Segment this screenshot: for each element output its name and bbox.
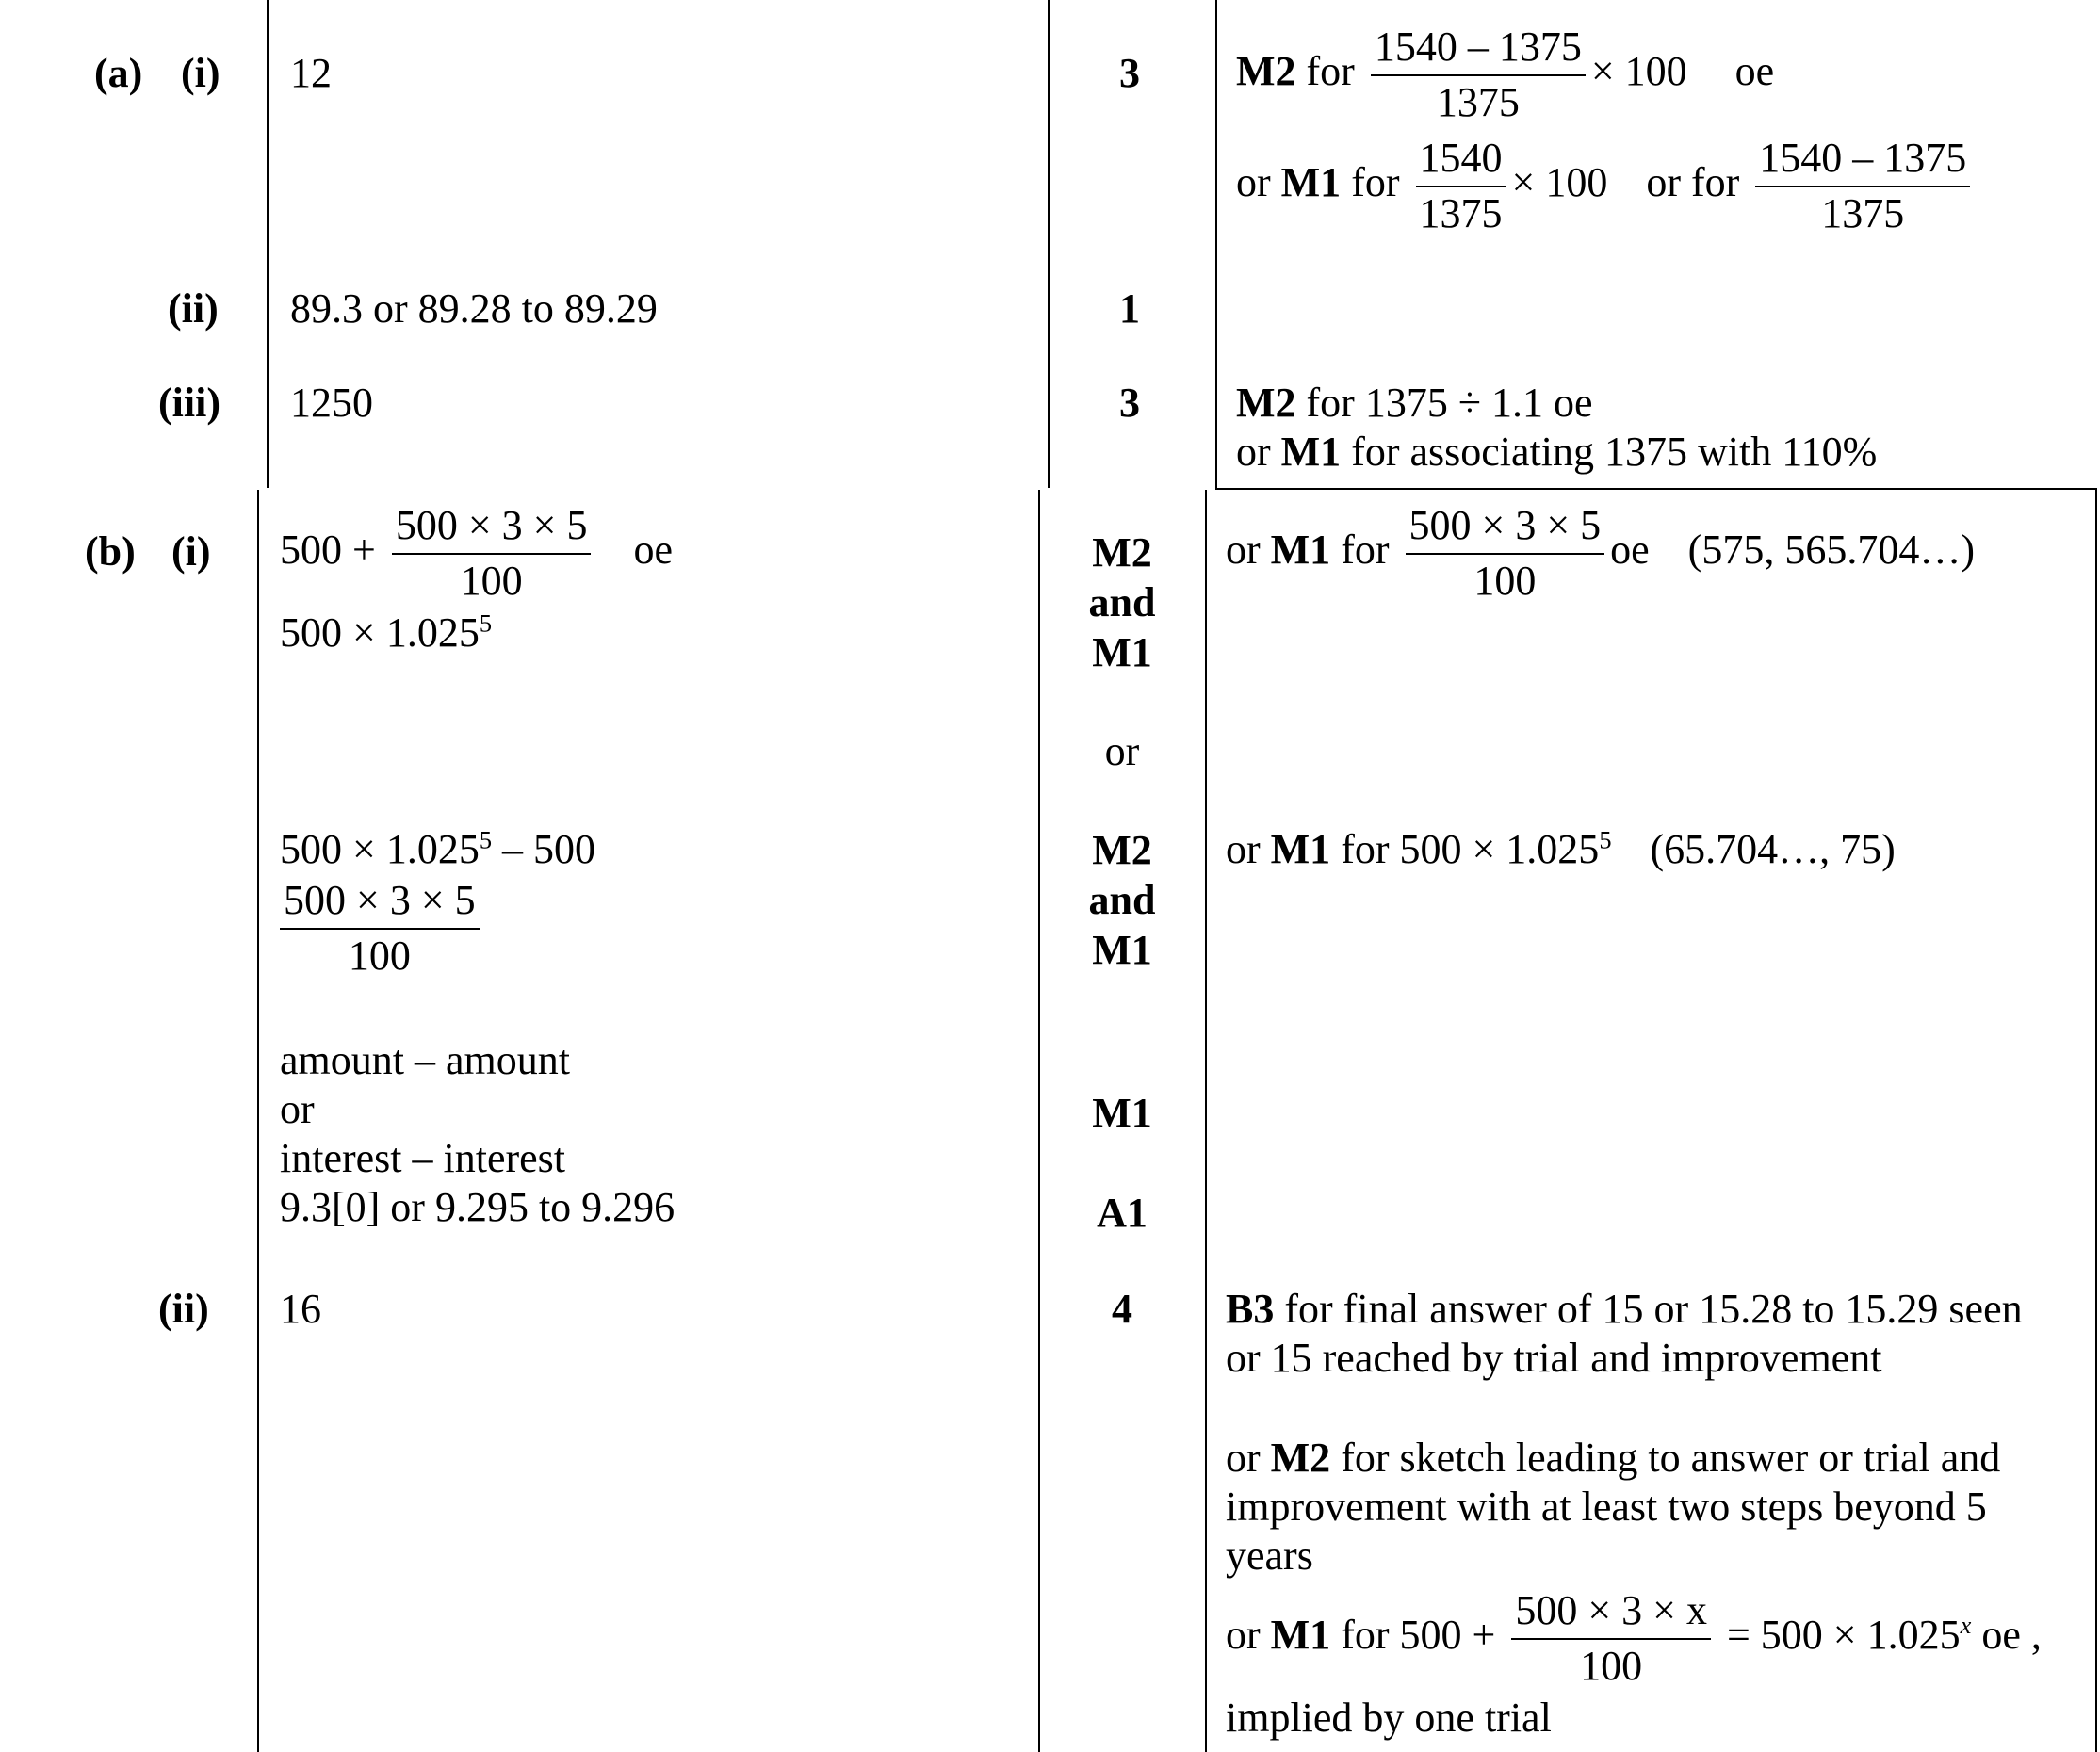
text: – 500 [492, 826, 596, 872]
part-a-iii-guidance-2 [1236, 428, 1877, 478]
part-b-i-answer-5: amount – amount [280, 1037, 570, 1083]
rule-a-col2 [1048, 0, 1050, 488]
denominator: 100 [460, 557, 523, 604]
text: 500 + [280, 526, 376, 573]
text: (65.704…, 75) [1650, 826, 1896, 872]
mark-code: M1 [1270, 1611, 1331, 1658]
part-b-label: (b) [85, 528, 136, 575]
part-b-ii-guidance-2a [1226, 1434, 2000, 1484]
mark-line: M1 [1092, 927, 1152, 973]
mark-code: M1 [1280, 429, 1342, 475]
part-b-ii-answer: 16 [280, 1286, 321, 1332]
exponent: 5 [1599, 825, 1612, 854]
denominator: 1375 [1821, 189, 1905, 236]
part-a-ii-label: (ii) [168, 285, 219, 332]
part-b-ii-guidance-3 [1226, 1586, 2042, 1692]
fraction [1755, 134, 1970, 239]
part-b-i-answer-2 [280, 608, 492, 658]
mark-code: M1 [1270, 526, 1331, 573]
numerator: 500 × 3 × 5 [392, 501, 592, 555]
mark-line: and [1088, 579, 1156, 625]
mark-code: M1 [1270, 826, 1331, 872]
part-b-ii-guidance-4: implied by one trial [1226, 1695, 1552, 1741]
part-a-i-label: (i) [181, 50, 220, 96]
text: oe , [1971, 1611, 2042, 1658]
part-b-ii-guidance-1b: or 15 reached by trial and improvement [1226, 1335, 1882, 1381]
numerator: 500 × 3 × 5 [280, 876, 480, 930]
text: for sketch leading to answer or trial and [1341, 1435, 2001, 1481]
text: for associating 1375 with 110% [1351, 429, 1878, 475]
fraction [280, 876, 480, 981]
mark-code: M2 [1270, 1435, 1331, 1481]
mark-line: M1 [1092, 629, 1152, 675]
part-a-i-mark: 3 [1119, 50, 1140, 96]
text: or for [1646, 158, 1740, 205]
part-a-label: (a) [94, 50, 143, 96]
fraction [1511, 1586, 1711, 1692]
text: for 500 + [1341, 1611, 1496, 1658]
numerator: 1540 [1416, 134, 1506, 187]
part-b-i-guidance-2 [1226, 825, 1896, 875]
numerator: 1540 – 1375 [1755, 134, 1970, 187]
mark-code: M2 [1236, 47, 1296, 94]
part-b-i-label: (i) [171, 528, 211, 575]
fraction [1406, 501, 1605, 607]
part-b-i-answer-1 [280, 501, 673, 607]
rule-b-col2 [1038, 490, 1040, 1752]
text: × 100 [1590, 47, 1687, 94]
rule-a-col1 [267, 0, 269, 488]
fraction [1416, 134, 1506, 239]
fraction [392, 501, 592, 607]
denominator: 100 [1580, 1642, 1643, 1689]
part-b-ii-guidance-2b: improvement with at least two steps beyond 5 [1226, 1484, 1987, 1530]
text: for 1375 ÷ 1.1 oe [1306, 380, 1593, 426]
denominator: 1375 [1436, 78, 1520, 125]
text: for 500 × 1.025 [1341, 826, 1600, 872]
numerator: 500 × 3 × 5 [1406, 501, 1605, 555]
rule-b-col3 [1205, 490, 1207, 1752]
text: 500 × 1.025 [280, 826, 480, 872]
text: for [1306, 47, 1355, 94]
mark-line: M2 [1092, 827, 1152, 873]
part-b-i-mark-a1: A1 [1097, 1190, 1148, 1236]
part-b-i-mark-group-1 [1046, 527, 1198, 677]
fraction [1371, 23, 1586, 128]
part-b-i-answer-6: or [280, 1086, 315, 1132]
mark-code: M1 [1280, 158, 1342, 205]
part-b-i-guidance-1 [1226, 501, 1975, 607]
part-b-i-mark-m1: M1 [1092, 1090, 1152, 1136]
denominator: 100 [348, 932, 411, 979]
part-b-ii-guidance-1a [1226, 1285, 2023, 1335]
part-a-i-guidance-2 [1236, 134, 1976, 239]
text: = 500 × 1.025 [1726, 1611, 1961, 1658]
part-b-i-answer-3 [280, 825, 595, 875]
exponent: 5 [479, 608, 493, 638]
denominator: 100 [1473, 557, 1537, 604]
part-b-i-answer-7: interest – interest [280, 1135, 566, 1181]
part-a-iii-answer: 1250 [290, 380, 373, 426]
rule-b-right [2095, 490, 2097, 1752]
part-a-i-answer: 12 [290, 50, 332, 96]
mark-code: B3 [1226, 1286, 1275, 1332]
part-a-i-guidance-1 [1236, 23, 1774, 128]
text: for [1351, 158, 1400, 205]
exponent: 5 [479, 825, 493, 854]
text: for final answer of 15 or 15.28 to 15.29 seen [1284, 1286, 2023, 1332]
text: oe [633, 526, 673, 573]
part-b-i-answer-4 [280, 876, 480, 981]
part-b-i-answer-8: 9.3[0] or 9.295 to 9.296 [280, 1184, 676, 1230]
mark-line: M2 [1092, 529, 1152, 576]
part-b-i-mark-or: or [1104, 728, 1140, 774]
part-a-ii-mark: 1 [1119, 285, 1140, 332]
text: or [1226, 1611, 1261, 1658]
part-a-iii-guidance-1 [1236, 379, 1593, 429]
part-a-iii-mark: 3 [1119, 380, 1140, 426]
text: or [1226, 526, 1261, 573]
denominator: 1375 [1419, 189, 1503, 236]
part-a-iii-label: (iii) [158, 380, 220, 426]
part-b-ii-mark: 4 [1112, 1286, 1132, 1332]
text: oe [1734, 47, 1775, 94]
text: for [1341, 526, 1390, 573]
text: or [1236, 158, 1271, 205]
exponent: x [1960, 1611, 1972, 1640]
part-b-ii-guidance-2c: years [1226, 1533, 1313, 1579]
text: 500 × 1.025 [280, 609, 480, 656]
text: oe [1610, 526, 1650, 573]
rule-ab-divider [1215, 488, 2097, 490]
numerator: 1540 – 1375 [1371, 23, 1586, 76]
rule-b-col1 [257, 490, 259, 1752]
text: or [1226, 826, 1261, 872]
mark-code: M2 [1236, 380, 1296, 426]
mark-line: and [1088, 877, 1156, 923]
numerator: 500 × 3 × x [1511, 1586, 1711, 1640]
rule-a-col3 [1215, 0, 1217, 488]
text: × 100 [1511, 158, 1608, 205]
text: or [1236, 429, 1271, 475]
part-b-i-mark-group-2 [1046, 825, 1198, 975]
text: (575, 565.704…) [1687, 526, 1975, 573]
part-b-ii-label: (ii) [158, 1286, 209, 1332]
part-a-ii-answer: 89.3 or 89.28 to 89.29 [290, 285, 658, 332]
text: or [1226, 1435, 1261, 1481]
